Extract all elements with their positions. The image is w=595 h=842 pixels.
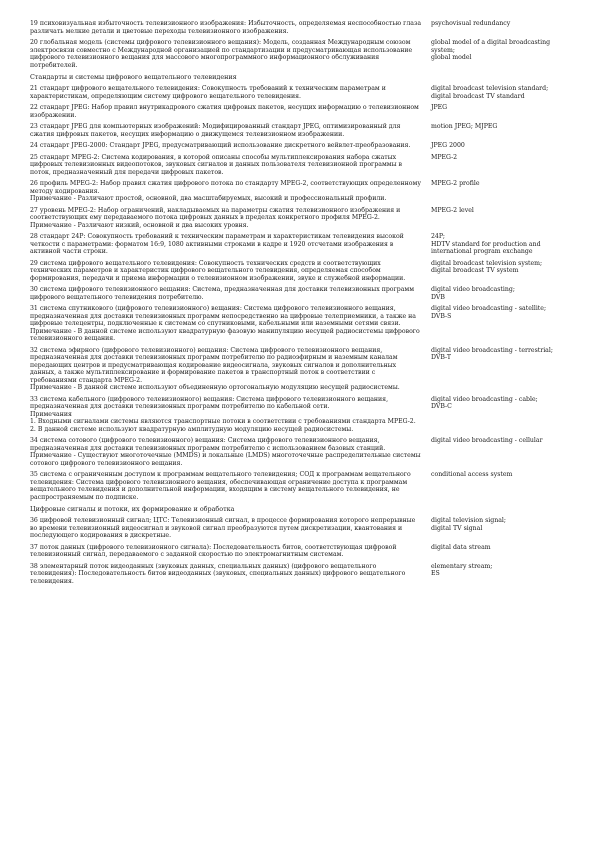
- term-definition: 22 стандарт JPEG: Набор правил внутрикадрового сжатия цифровых пакетов, несущих информацию о телевизионном изображении.: [30, 104, 419, 119]
- term-definition: 21 стандарт цифрового вещательного телевидения: Совокупность требований к техническим параметрам и характеристикам, определяющим систему цифрового вещательного телевидения.: [30, 85, 386, 100]
- english-equivalent: elementary stream; ES: [431, 562, 493, 577]
- english-equivalent: digital video broadcasting; DVB: [431, 286, 515, 301]
- term-entry: [30, 154, 571, 177]
- term-entry: [30, 517, 571, 540]
- term-definition: 31 система спутникового (цифрового телевизионного) вещания: Система цифрового телевизионного вещания, предназначенная для доставки телевизионных программ непосредственно на цифровые телеприемники, а также на цифровые телецентры, подключенные к системам со спутниковыми, кабельными или наземными сетями связи. Примечание - В данной системе используют квадратурную фазовую манипуляцию несущей радиосистемы цифрового телевизионного вещания.: [30, 305, 420, 342]
- term-definition: 37 поток данных (цифрового телевизионного сигнала): Последовательность битов, соответствующая цифровой телевизионный сигнал, передаваемого с заданной скоростью по электромагнитным системам.: [30, 543, 397, 558]
- english-equivalent: digital data stream: [431, 543, 491, 551]
- term-entry: [30, 286, 571, 301]
- term-definition: 19 психовизуальная избыточность телевизионного изображения: Избыточность, определяемая неспособностью глаза различать мелкие детали и цветовые переходы телевизионного изображения.: [30, 20, 422, 35]
- english-equivalent: digital broadcast television system; digital broadcast TV system: [431, 259, 543, 274]
- term-entry: [30, 233, 571, 256]
- term-definition: 23 стандарт JPEG для компьютерных изображений: Модифицированный стандарт JPEG, оптимизированный для сжатия цифровых пакетов, несущих информацию о движущемся телевизионном изображении.: [30, 123, 401, 138]
- term-entry: [30, 347, 571, 392]
- english-equivalent: JPEG: [431, 104, 448, 111]
- english-equivalent: 24P; HDTV standard for production and international program exchange: [431, 233, 541, 255]
- english-equivalent: global model of a digital broadcasting system; global model: [431, 39, 551, 61]
- term-entry: [30, 39, 571, 69]
- english-equivalent: digital video broadcasting - satellite; DVB-S: [431, 305, 547, 320]
- term-definition: 34 система сотового (цифрового телевизионного) вещания: Система цифрового телевизионного вещания, предназначенная для доставки телевизионных программ потребителю с использованием базовых станций. Примечание - Существуют многоточечные (MMDS) и локальные (LMDS) многоточечные распределительные системы сотового цифрового телевизионного вещания.: [30, 437, 421, 467]
- term-definition: 24 стандарт JPEG-2000: Стандарт JPEG, предусматривающий использование дискретного вейвлет-преобразования.: [30, 142, 411, 149]
- english-equivalent: psychovisual redundancy: [431, 20, 511, 27]
- term-entry: [30, 305, 571, 343]
- term-definition: 36 цифровой телевизионный сигнал; ЦТС: Телевизионный сигнал, в процессе формирования которого непрерывные во времени телевизионный видеосигнал и звуковой сигнал преобразуются путем дискретизации, квантования и последующего кодирования в дискретные.: [30, 517, 416, 539]
- term-entry: [30, 180, 571, 203]
- term-definition: 38 элементарный поток видеоданных (звуковых данных, специальных данных) (цифрового вещательного телевидения): Последовательность битов видеоданных (звуковых, специальных данных) цифрового вещательного телевидения.: [30, 562, 406, 585]
- section-heading: Цифровые сигналы и потоки, их формирование и обработка: [30, 505, 235, 513]
- term-definition: 29 система цифрового вещательного телевидения: Совокупность технических средств и соответствующих технических параметров и характеристик цифрового вещательного телевидения, определяемая способом формирования, передачи и приема информации о телевизионном изображении, звуке и служебной информации.: [30, 259, 406, 282]
- term-definition: 33 система кабельного (цифрового телевизионного) вещания: Система цифрового телевизионного вещания, предназначенная для доставки телевизионных программ потребителю по кабельной сети. Примечания 1. Входными сигналами системы являются транспортные потоки в соответствии с требованиями стандарта MPEG-2. 2. В данной системе используют квадратурную амплитудную модуляцию несущей радиосистемы.: [30, 395, 416, 433]
- english-equivalent: digital video broadcasting - terrestrial; DVB-T: [431, 346, 553, 361]
- term-definition: 27 уровень MPEG-2: Набор ограничений, накладываемых на параметры сжатия телевизионного изображения и соответствующих ему передаваемого потока цифровых данных в пределах конкретного профиля MPEG-2. Примечание - Различают низкий, основной и два высоких уровня.: [30, 206, 401, 229]
- term-entry: [30, 437, 571, 467]
- english-equivalent: MPEG-2 profile: [431, 180, 480, 187]
- term-entry: [30, 544, 571, 559]
- term-entry: [30, 123, 571, 138]
- term-entry: [30, 207, 571, 230]
- term-entry: [30, 563, 571, 586]
- term-entry: [30, 396, 571, 434]
- english-equivalent: MPEG-2 level: [431, 206, 474, 214]
- english-equivalent: digital broadcast television standard; digital broadcast TV standard: [431, 85, 549, 100]
- term-entry: [30, 142, 571, 150]
- term-entry: [30, 471, 571, 501]
- english-equivalent: MPEG-2: [431, 153, 458, 161]
- term-definition: 30 система цифрового телевизионного вещания: Система, предназначенная для доставки телевизионных программ цифрового вещательного телевидения потребителю.: [30, 286, 415, 301]
- term-entry: [30, 104, 571, 119]
- term-definition: 26 профиль MPEG-2: Набор правил сжатия цифрового потока по стандарту MPEG-2, соответствующих определенному методу кодирования. Примечание - Различают простой, основной, два масштабируемых, высокий и профессиональный профили.: [30, 180, 421, 202]
- term-definition: 32 система эфирного (цифрового телевизионного) вещания: Система цифрового телевизионного вещания, предназначенная для доставки телевизионных программ потребителю по радиоэфирным и наземным каналам передающих центров и предусматривающая кодирование видеосигнала, звуковых сигналов и дополнительных данных, а также мультиплексирование и формирование пакетов в транспортный поток в соответствии с требованиями стандарта MPEG-2. Примечание - В данной системе используют объединенную ортогональную модуляцию несущей радиосистемы.: [30, 346, 400, 391]
- section-heading: Стандарты и системы цифрового вещательного телевидения: [30, 73, 237, 81]
- english-equivalent: digital video broadcasting - cellular: [431, 437, 543, 444]
- english-equivalent: conditional access system: [431, 471, 513, 478]
- term-definition: 25 стандарт MPEG-2: Система кодирования, в которой описаны способы мультиплексирования набора сжатых цифровых телевизионных видеопотоков, звуковых сигналов и данных пользователя телевизионной программы в поток, предназначенный для передачи цифровых пакетов.: [30, 153, 402, 176]
- english-equivalent: motion JPEG; MJPEG: [431, 123, 498, 130]
- term-entry: [30, 260, 571, 283]
- term-entry: [30, 20, 571, 35]
- term-definition: 35 система с ограниченным доступом к программам вещательного телевидения; СОД к программам вещательного телевидения: Система цифрового телевизионного вещания, обеспечивающая ограничение доступа к программам вещательного телевидения и дополнительной информации, входящим в систему вещательного телевидения, не распространяемым по подписке.: [30, 471, 411, 501]
- english-equivalent: digital video broadcasting - cable; DVB-C: [431, 395, 538, 410]
- term-definition: 28 стандарт 24Р: Совокупность требований к техническим параметрам и характеристикам телевидения высокой четкости с параметрами: форматом 16:9, 1080 активными строками в кадре и 1920 отсчетами изображения в активной части строки.: [30, 233, 404, 255]
- english-equivalent: JPEG 2000: [431, 142, 465, 149]
- term-entry: [30, 85, 571, 100]
- term-definition: 20 глобальная модель (системы цифрового телевизионного вещания): Модель, созданная Международным союзом электросвязи совместно с Международной организацией по стандартизации и предусматривающая использование цифрового телевизионного вещания для массового многопрограммного информационного обслуживания потребителей.: [30, 39, 413, 69]
- english-equivalent: digital television signal; digital TV signal: [431, 517, 506, 532]
